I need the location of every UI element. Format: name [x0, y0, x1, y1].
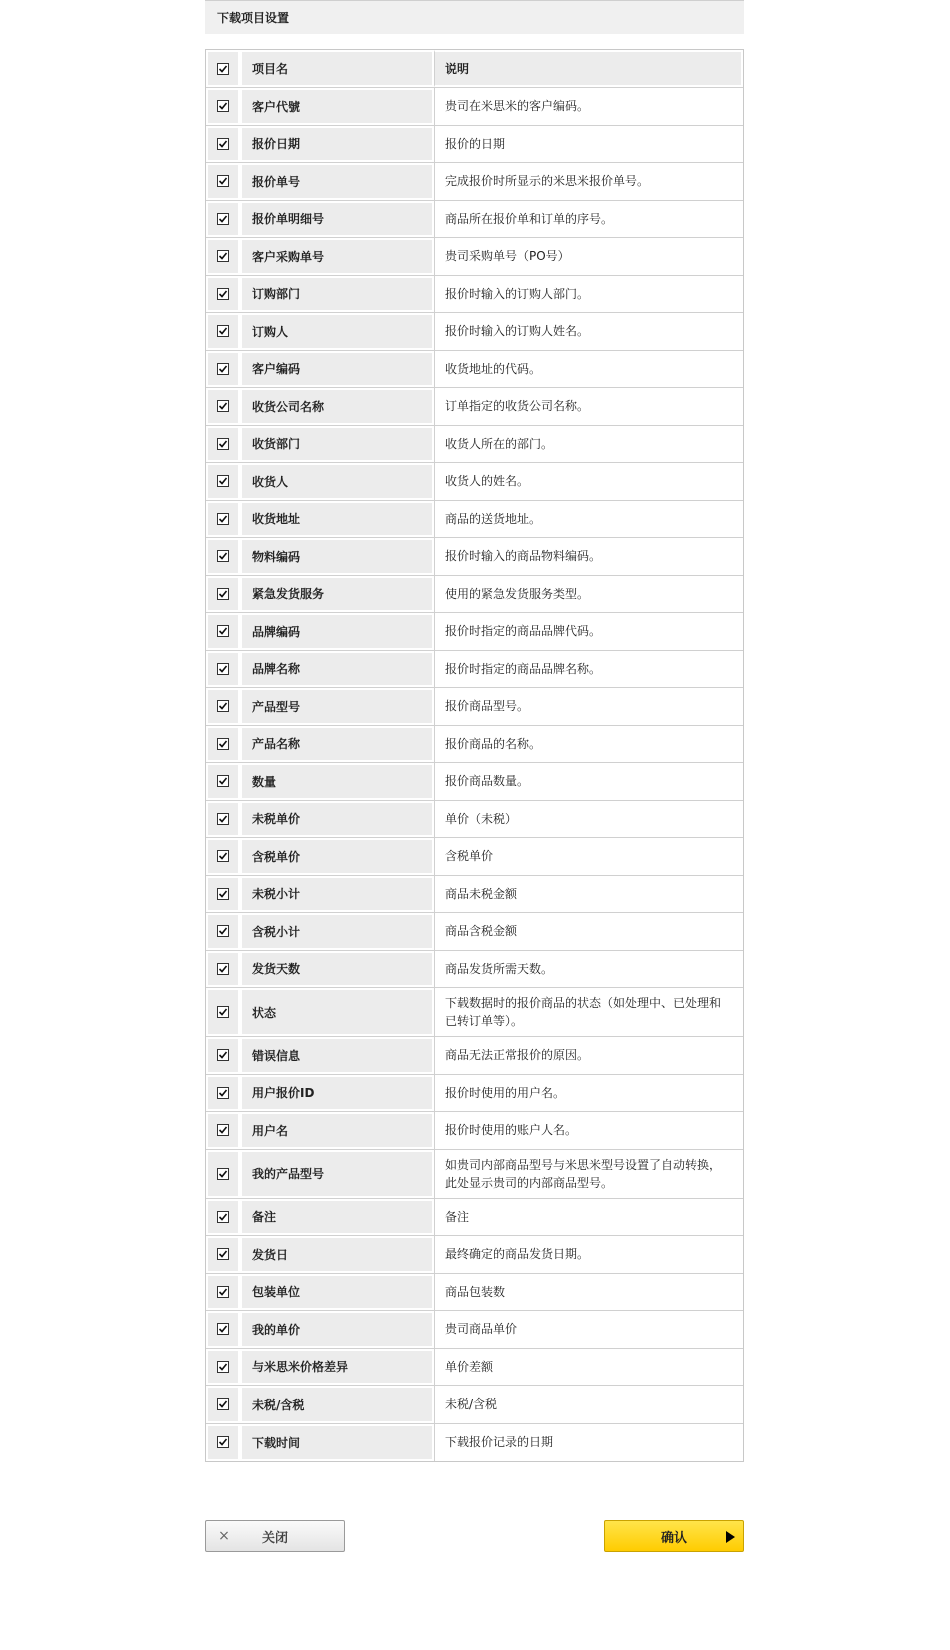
- table-row: [206, 1311, 743, 1349]
- table-row: [206, 238, 743, 276]
- item-description: 如贵司内部商品型号与米思米型号设置了自动转换，此处显示贵司的内部商品型号。: [434, 1150, 743, 1198]
- row-check-cell: [206, 1199, 240, 1236]
- row-check-cell: [206, 1424, 240, 1462]
- table-row: [206, 1199, 743, 1237]
- table-row: [206, 201, 743, 239]
- item-checkbox[interactable]: [217, 1211, 229, 1223]
- row-check-cell: [206, 876, 240, 913]
- item-description: 订单指定的收货公司名称。: [434, 388, 743, 425]
- item-description: 报价时指定的商品品牌名称。: [434, 651, 743, 688]
- item-description: 商品未税金额: [434, 876, 743, 913]
- table-row: [206, 613, 743, 651]
- table-row: [206, 876, 743, 914]
- item-name: 数量: [240, 763, 434, 800]
- table-row: [206, 951, 743, 989]
- item-checkbox[interactable]: [217, 1436, 229, 1448]
- item-name: 含税小计: [240, 913, 434, 950]
- row-check-cell: [206, 951, 240, 988]
- row-check-cell: [206, 988, 240, 1036]
- item-checkbox[interactable]: [217, 1006, 229, 1018]
- row-check-cell: [206, 1037, 240, 1074]
- item-checkbox[interactable]: [217, 588, 229, 600]
- item-checkbox[interactable]: [217, 1398, 229, 1410]
- table-header-row: [206, 50, 743, 88]
- table-row: [206, 1150, 743, 1199]
- table-row: [206, 651, 743, 689]
- item-description: 单价差额: [434, 1349, 743, 1386]
- item-description: 完成报价时所显示的米思米报价单号。: [434, 163, 743, 200]
- item-checkbox[interactable]: [217, 925, 229, 937]
- item-name: 紧急发货服务: [240, 576, 434, 613]
- item-name: 用户名: [240, 1112, 434, 1149]
- item-checkbox[interactable]: [217, 813, 229, 825]
- table-row: [206, 801, 743, 839]
- item-description: 商品发货所需天数。: [434, 951, 743, 988]
- item-name: 下载时间: [240, 1424, 434, 1462]
- item-checkbox[interactable]: [217, 250, 229, 262]
- download-items-table: [205, 49, 744, 1462]
- item-checkbox[interactable]: [217, 175, 229, 187]
- item-checkbox[interactable]: [217, 550, 229, 562]
- item-checkbox[interactable]: [217, 738, 229, 750]
- item-checkbox[interactable]: [217, 1286, 229, 1298]
- play-arrow-icon: [726, 1531, 735, 1543]
- item-description: 备注: [434, 1199, 743, 1236]
- row-check-cell: [206, 576, 240, 613]
- item-name: 订购部门: [240, 276, 434, 313]
- item-name: 客户编码: [240, 351, 434, 388]
- table-row: [206, 351, 743, 389]
- confirm-button[interactable]: [604, 1520, 744, 1552]
- row-check-cell: [206, 651, 240, 688]
- row-check-cell: [206, 201, 240, 238]
- close-icon: ×: [218, 1528, 230, 1544]
- table-row: [206, 313, 743, 351]
- table-row: [206, 501, 743, 539]
- row-check-cell: [206, 1386, 240, 1423]
- item-description: 商品无法正常报价的原因。: [434, 1037, 743, 1074]
- item-checkbox[interactable]: [217, 288, 229, 300]
- item-description: 收货人的姓名。: [434, 463, 743, 500]
- item-checkbox[interactable]: [217, 1323, 229, 1335]
- table-row: [206, 388, 743, 426]
- row-check-cell: [206, 238, 240, 275]
- row-check-cell: [206, 388, 240, 425]
- table-row: [206, 88, 743, 126]
- select-all-checkbox[interactable]: [217, 63, 229, 75]
- row-check-cell: [206, 801, 240, 838]
- item-description: 报价时使用的账户人名。: [434, 1112, 743, 1149]
- item-name: 我的单价: [240, 1311, 434, 1348]
- item-checkbox[interactable]: [217, 1248, 229, 1260]
- item-checkbox[interactable]: [217, 100, 229, 112]
- table-row: [206, 1274, 743, 1312]
- item-name: 报价单号: [240, 163, 434, 200]
- item-description: 收货人所在的部门。: [434, 426, 743, 463]
- item-checkbox[interactable]: [217, 1124, 229, 1136]
- confirm-button-label: 确认: [660, 1530, 687, 1546]
- table-row: [206, 913, 743, 951]
- item-name: 报价日期: [240, 126, 434, 163]
- item-description: 报价商品数量。: [434, 763, 743, 800]
- row-check-cell: [206, 126, 240, 163]
- item-description: 报价商品的名称。: [434, 726, 743, 763]
- table-row: [206, 126, 743, 164]
- close-button-label: 关闭: [262, 1530, 289, 1546]
- table-row: [206, 1037, 743, 1075]
- item-name: 包装单位: [240, 1274, 434, 1311]
- row-check-cell: [206, 1075, 240, 1112]
- item-checkbox[interactable]: [217, 1049, 229, 1061]
- item-name: 品牌编码: [240, 613, 434, 650]
- item-name: 状态: [240, 988, 434, 1036]
- item-description: 报价时使用的用户名。: [434, 1075, 743, 1112]
- row-check-cell: [206, 726, 240, 763]
- table-row: [206, 163, 743, 201]
- item-name: 物料编码: [240, 538, 434, 575]
- row-check-cell: [206, 501, 240, 538]
- item-description: 报价时输入的订购人部门。: [434, 276, 743, 313]
- table-row: [206, 988, 743, 1037]
- row-check-cell: [206, 313, 240, 350]
- row-check-cell: [206, 838, 240, 875]
- item-description: 报价的日期: [434, 126, 743, 163]
- row-check-cell: [206, 913, 240, 950]
- item-checkbox[interactable]: [217, 1361, 229, 1373]
- table-row: [206, 1112, 743, 1150]
- item-checkbox[interactable]: [217, 663, 229, 675]
- item-name: 收货地址: [240, 501, 434, 538]
- table-row: [206, 1424, 743, 1462]
- item-name: 客户采购单号: [240, 238, 434, 275]
- item-checkbox[interactable]: [217, 700, 229, 712]
- row-check-cell: [206, 1349, 240, 1386]
- item-name: 我的产品型号: [240, 1150, 434, 1198]
- item-name: 用户报价ID: [240, 1075, 434, 1112]
- row-check-cell: [206, 163, 240, 200]
- row-check-cell: [206, 1112, 240, 1149]
- item-description: 贵司商品单价: [434, 1311, 743, 1348]
- table-row: [206, 1075, 743, 1113]
- item-description: 贵司在米思米的客户编码。: [434, 88, 743, 125]
- row-check-cell: [206, 763, 240, 800]
- item-description: 报价商品型号。: [434, 688, 743, 725]
- item-checkbox[interactable]: [217, 625, 229, 637]
- column-header-desc: 说明: [434, 50, 743, 87]
- item-checkbox[interactable]: [217, 1087, 229, 1099]
- item-name: 收货人: [240, 463, 434, 500]
- item-name: 备注: [240, 1199, 434, 1236]
- row-check-cell: [206, 538, 240, 575]
- item-description: 商品的送货地址。: [434, 501, 743, 538]
- item-checkbox[interactable]: [217, 363, 229, 375]
- table-row: [206, 276, 743, 314]
- item-description: 使用的紧急发货服务类型。: [434, 576, 743, 613]
- item-description: 单价（未税）: [434, 801, 743, 838]
- item-name: 品牌名称: [240, 651, 434, 688]
- row-check-cell: [206, 463, 240, 500]
- row-check-cell: [206, 88, 240, 125]
- item-name: 收货部门: [240, 426, 434, 463]
- table-row: [206, 1349, 743, 1387]
- item-description: 收货地址的代码。: [434, 351, 743, 388]
- item-name: 订购人: [240, 313, 434, 350]
- close-button[interactable]: [205, 1520, 345, 1552]
- table-row: [206, 1236, 743, 1274]
- row-check-cell: [206, 1236, 240, 1273]
- row-check-cell: [206, 426, 240, 463]
- item-checkbox[interactable]: [217, 888, 229, 900]
- item-checkbox[interactable]: [217, 438, 229, 450]
- item-checkbox[interactable]: [217, 400, 229, 412]
- item-name: 产品型号: [240, 688, 434, 725]
- table-row: [206, 463, 743, 501]
- item-checkbox[interactable]: [217, 513, 229, 525]
- table-row: [206, 688, 743, 726]
- row-check-cell: [206, 1311, 240, 1348]
- item-checkbox[interactable]: [217, 475, 229, 487]
- item-name: 含税单价: [240, 838, 434, 875]
- dialog-title: 下载项目设置: [205, 0, 744, 34]
- item-checkbox[interactable]: [217, 850, 229, 862]
- item-name: 发货日: [240, 1236, 434, 1273]
- item-name: 发货天数: [240, 951, 434, 988]
- row-check-cell: [206, 1274, 240, 1311]
- item-name: 收货公司名称: [240, 388, 434, 425]
- table-row: [206, 576, 743, 614]
- table-row: [206, 726, 743, 764]
- select-all-cell: [206, 50, 240, 87]
- item-name: 报价单明细号: [240, 201, 434, 238]
- item-checkbox[interactable]: [217, 325, 229, 337]
- item-description: 未税/含税: [434, 1386, 743, 1423]
- item-checkbox[interactable]: [217, 775, 229, 787]
- table-row: [206, 426, 743, 464]
- item-checkbox[interactable]: [217, 138, 229, 150]
- item-description: 最终确定的商品发货日期。: [434, 1236, 743, 1273]
- item-checkbox[interactable]: [217, 1168, 229, 1180]
- table-row: [206, 838, 743, 876]
- row-check-cell: [206, 688, 240, 725]
- item-name: 错误信息: [240, 1037, 434, 1074]
- item-description: 贵司采购单号（PO号）: [434, 238, 743, 275]
- table-row: [206, 538, 743, 576]
- row-check-cell: [206, 613, 240, 650]
- table-row: [206, 1386, 743, 1424]
- item-name: 客户代號: [240, 88, 434, 125]
- item-description: 商品含税金额: [434, 913, 743, 950]
- item-description: 商品所在报价单和订单的序号。: [434, 201, 743, 238]
- item-description: 下载报价记录的日期: [434, 1424, 743, 1462]
- row-check-cell: [206, 276, 240, 313]
- item-name: 产品名称: [240, 726, 434, 763]
- item-description: 报价时输入的订购人姓名。: [434, 313, 743, 350]
- item-description: 报价时输入的商品物料编码。: [434, 538, 743, 575]
- column-header-name: 项目名: [240, 50, 434, 87]
- item-description: 含税单价: [434, 838, 743, 875]
- item-description: 商品包装数: [434, 1274, 743, 1311]
- item-checkbox[interactable]: [217, 963, 229, 975]
- item-name: 未税单价: [240, 801, 434, 838]
- item-name: 未税小计: [240, 876, 434, 913]
- row-check-cell: [206, 1150, 240, 1198]
- row-check-cell: [206, 351, 240, 388]
- item-checkbox[interactable]: [217, 213, 229, 225]
- item-name: 未税/含税: [240, 1386, 434, 1423]
- item-name: 与米思米价格差异: [240, 1349, 434, 1386]
- table-row: [206, 763, 743, 801]
- item-description: 报价时指定的商品品牌代码。: [434, 613, 743, 650]
- item-description: 下载数据时的报价商品的状态（如处理中、已处理和已转订单等）。: [434, 988, 743, 1036]
